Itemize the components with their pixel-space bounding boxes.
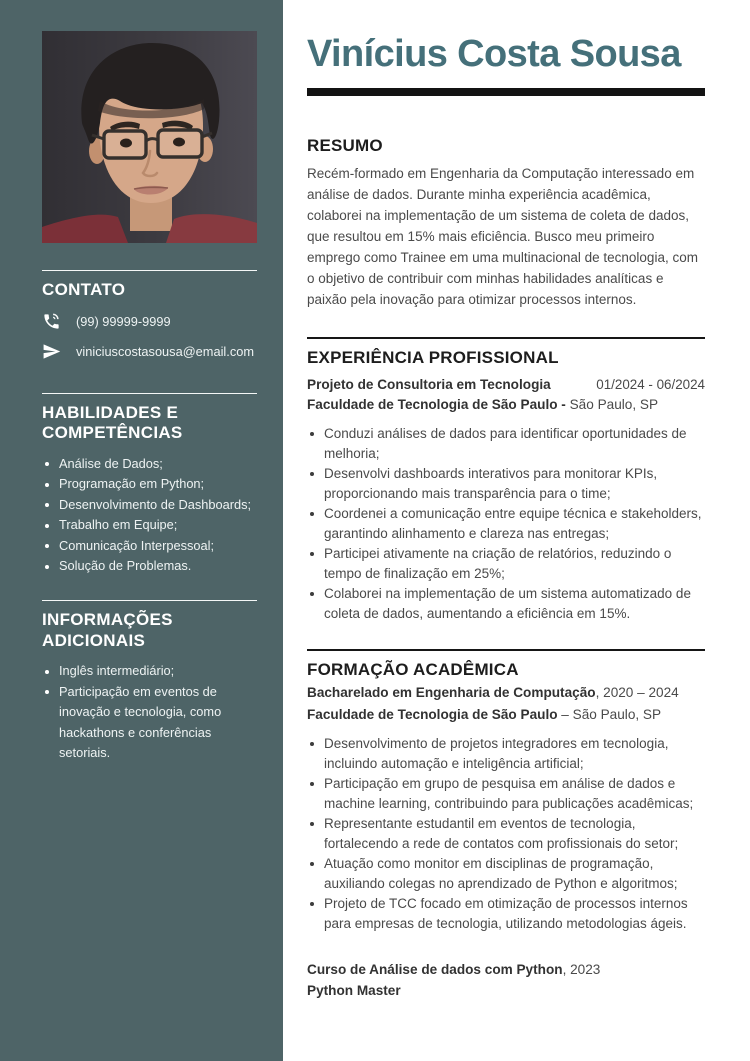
sidebar-divider [42, 393, 257, 394]
contact-title: CONTATO [42, 280, 126, 299]
education-degree: Bacharelado em Engenharia de Computação, 2020 – 2024 [307, 685, 679, 700]
certification-provider: Python Master [307, 983, 401, 998]
experience-bullet: Participei ativamente na criação de relatórios, reduzindo o tempo de finalização em 25%; [307, 544, 705, 584]
experience-entry-header [307, 377, 705, 392]
send-icon [42, 342, 61, 361]
title-underline [307, 88, 705, 96]
skill-item: Solução de Problemas. [42, 556, 257, 577]
contact-phone-row [42, 312, 257, 331]
resumo-text: Recém-formado em Engenharia da Computação interessado em análise de dados. Durante minha experiência acadêmica, colaborei na implementação de um sistema de coleta de dados, que resultou em 15% mais eficiência. Busco meu primeiro emprego como Trainee em uma multinacional de tecnologia, com o objetivo de contribuir com minhas habilidades analíticas e paixão pela inovação para otimizar processos internos. [307, 166, 698, 307]
profile-photo-illustration [42, 31, 257, 243]
phone-icon [42, 312, 61, 331]
resumo-title: RESUMO [307, 136, 383, 155]
skill-item: Trabalho em Equipe; [42, 515, 257, 536]
main-content [283, 0, 750, 1061]
education-title: FORMAÇÃO ACADÊMICA [307, 660, 519, 679]
experience-bullet: Conduzi análises de dados para identificar oportunidades de melhoria; [307, 424, 705, 464]
education-bullet: Atuação como monitor em disciplinas de programação, auxiliando colegas no aprendizado de Python e algoritmos; [307, 854, 705, 894]
section-experience [307, 337, 705, 624]
experience-bullet: Colaborei na implementação de um sistema automatizado de coleta de dados, aumentando a eficiência em 15%. [307, 584, 705, 624]
education-bullet: Desenvolvimento de projetos integradores em tecnologia, incluindo automação e inteligência artificial; [307, 734, 705, 774]
experience-bullet: Coordenei a comunicação entre equipe técnica e stakeholders, garantindo alinhamento e clareza nas entregas; [307, 504, 705, 544]
experience-title: EXPERIÊNCIA PROFISSIONAL [307, 348, 559, 367]
education-bullet: Representante estudantil em eventos de tecnologia, fortalecendo a rede de contatos com profissionais do setor; [307, 814, 705, 854]
skills-list [42, 454, 257, 578]
section-resumo [307, 136, 705, 310]
additional-info-title: INFORMAÇÕES ADICIONAIS [42, 610, 173, 650]
experience-bullet: Desenvolvi dashboards interativos para monitorar KPIs, proporcionando mais transparência para o time; [307, 464, 705, 504]
sidebar-divider [42, 270, 257, 271]
education-bullet: Projeto de TCC focado em otimização de processos internos para empresas de tecnologia, utilizando metodologias ágeis. [307, 894, 705, 934]
education-organization: Faculdade de Tecnologia de São Paulo – São Paulo, SP [307, 707, 662, 722]
certification-block [307, 959, 705, 1001]
section-education [307, 649, 705, 1001]
education-bullet-list [307, 734, 705, 934]
skills-title: HABILIDADES E COMPETÊNCIAS [42, 402, 183, 442]
skill-item: Análise de Dados; [42, 454, 257, 475]
experience-bullet-list [307, 424, 705, 624]
sidebar [0, 0, 283, 1061]
skill-item: Programação em Python; [42, 474, 257, 495]
email-address: viniciuscostasousa@email.com [76, 343, 254, 359]
sidebar-divider [42, 600, 257, 601]
certification-course: Curso de Análise de dados com Python, 2023 [307, 962, 601, 977]
additional-info-item: Participação em eventos de inovação e tecnologia, como hackathons e conferências setoriais. [42, 682, 257, 764]
education-bullet: Participação em grupo de pesquisa em análise de dados e machine learning, contribuindo para publicações acadêmicas; [307, 774, 705, 814]
experience-organization: Faculdade de Tecnologia de São Paulo - São Paulo, SP [307, 397, 659, 412]
page-title: Vinícius Costa Sousa [307, 33, 681, 75]
experience-dates: 01/2024 - 06/2024 [596, 377, 705, 392]
phone-number: (99) 99999-9999 [76, 313, 171, 329]
experience-role: Projeto de Consultoria em Tecnologia [307, 377, 551, 392]
contact-email-row [42, 342, 257, 361]
skill-item: Comunicação Interpessoal; [42, 536, 257, 557]
profile-photo [42, 31, 257, 243]
additional-info-item: Inglês intermediário; [42, 661, 257, 682]
skill-item: Desenvolvimento de Dashboards; [42, 495, 257, 516]
additional-info-list [42, 661, 257, 764]
